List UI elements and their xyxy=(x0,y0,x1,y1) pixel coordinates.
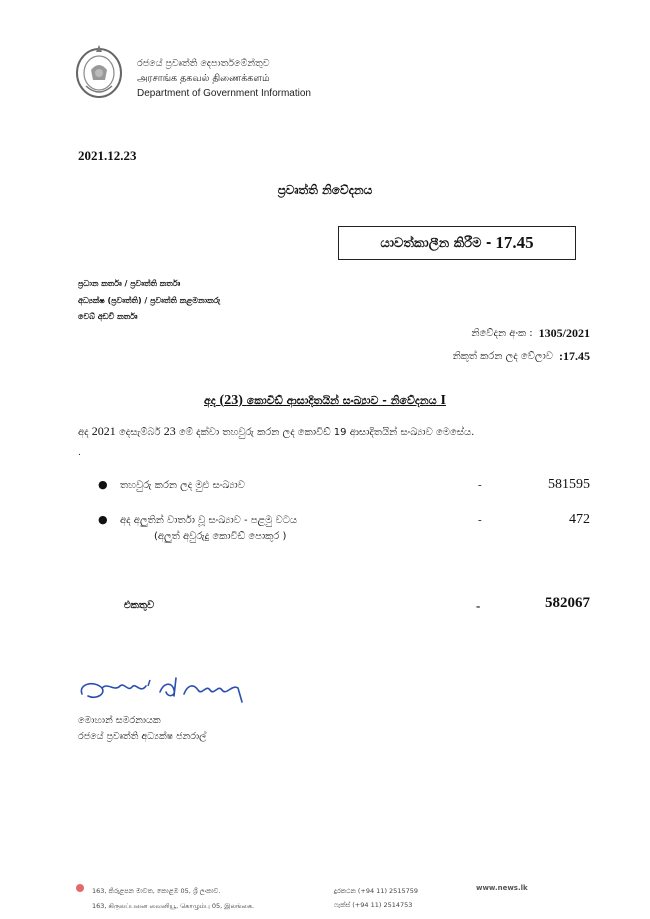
item-note: (අලුත් අවුරුදු කොවිඩ් පොකුර ) xyxy=(154,531,287,542)
item-label: තහවුරු කරන ලද මුළු සංඛ්‍යාව xyxy=(120,480,245,491)
recipient-line: අධ්‍යක්ෂ (ප්‍රවෘත්ති) / ප්‍රවෘත්ති කළමනාකරු xyxy=(78,295,221,305)
sri-lanka-emblem-icon xyxy=(74,42,124,100)
fax-label: ෆැක්ස් xyxy=(334,901,351,909)
footer-logo-icon xyxy=(76,884,84,892)
footer-contacts xyxy=(334,884,418,912)
signature-image xyxy=(76,672,248,708)
total-dash: - xyxy=(476,598,481,613)
footer-website-link[interactable]: www.news.lk xyxy=(476,884,528,892)
release-meta xyxy=(380,322,590,368)
phone-label: දුරකථන xyxy=(334,887,356,895)
subtitle-suffix: I xyxy=(440,393,446,408)
release-number-label: නිවේදන අංක : xyxy=(471,328,533,339)
intro-year: 2021 xyxy=(91,424,116,438)
update-label: යාවත්කාලීන කිරීම - xyxy=(380,235,492,251)
total-label: එකතුව xyxy=(124,600,155,611)
document-date: 2021.12.23 xyxy=(78,148,137,163)
intro-pre: අද xyxy=(78,427,89,438)
update-time-box xyxy=(338,226,576,260)
recipient-line: ප්‍රධාන කර්තෘ / ප්‍රවෘත්ති කර්තෘ xyxy=(78,279,181,288)
release-number: 1305/2021 xyxy=(538,326,590,340)
issue-time: :17.45 xyxy=(559,349,590,363)
intro-month: දෙසැම්බර් xyxy=(118,427,161,438)
item-label: අද අලුතින් වාර්තා වූ සංඛ්‍යාව - පළමු වටය xyxy=(120,515,298,526)
subtitle-date-number: (23) xyxy=(219,393,243,408)
item-dash: - xyxy=(478,514,482,526)
item-dash: - xyxy=(478,479,482,491)
intro-rest: මේ දක්වා තහවුරු කරන ලද කොවිඩ් 19 ආසාදිතයින් සංඛ්‍යාව මෙසේය. xyxy=(178,427,475,438)
intro-paragraph xyxy=(78,424,474,439)
footer-address-tamil: 163, கிருலப்பனை வைனியூ, கொழும்பு 05, இலங்கை. xyxy=(92,902,255,910)
issue-time-label: නිකුත් කරන ලද වේලාව xyxy=(452,351,553,362)
subtitle-text: කොවිඩ් ආසාදිතයින් සංඛ්‍යාව - නිවේදනය xyxy=(246,394,437,407)
stray-dot: . xyxy=(78,448,81,458)
subtitle-prefix: අද xyxy=(204,394,216,407)
recipient-line: වෙබ් අඩවි කර්තෘ xyxy=(78,312,138,321)
signer-title: රජයේ ප්‍රවෘත්ති අධ්‍යක්ෂ ජනරාල් xyxy=(78,731,207,742)
signer-name: මොහාන් සමරනායක xyxy=(78,715,161,726)
signer-block xyxy=(78,713,206,745)
department-name-english: Department of Government Information xyxy=(137,88,311,99)
item-value: 472 xyxy=(569,512,590,527)
footer-address-sinhala: 163, කිරුළපන මාවත, කොළඹ 05, ශ්‍රී ලංකාව. xyxy=(92,887,221,895)
release-subtitle xyxy=(0,393,650,409)
document-heading: ප්‍රවෘත්ති නිවේදනය xyxy=(277,183,373,197)
department-name-tamil: அரசாங்க தகவல் திணைக்களம் xyxy=(137,73,270,84)
department-header xyxy=(137,56,311,101)
recipients-list xyxy=(78,276,220,326)
total-value: 582067 xyxy=(545,595,590,611)
department-name-sinhala: රජයේ ප්‍රවෘත්ති දෙපාර්තමේන්තුව xyxy=(137,58,270,69)
intro-day: 23 xyxy=(163,424,176,438)
bullet-icon: ● xyxy=(98,478,108,491)
item-value: 581595 xyxy=(548,477,590,492)
bullet-icon: ● xyxy=(98,513,108,526)
fax-number: (+94 11) 2514753 xyxy=(352,901,413,909)
phone-number: (+94 11) 2515759 xyxy=(357,887,419,895)
update-time: 17.45 xyxy=(495,233,534,252)
footer-address xyxy=(92,884,254,914)
